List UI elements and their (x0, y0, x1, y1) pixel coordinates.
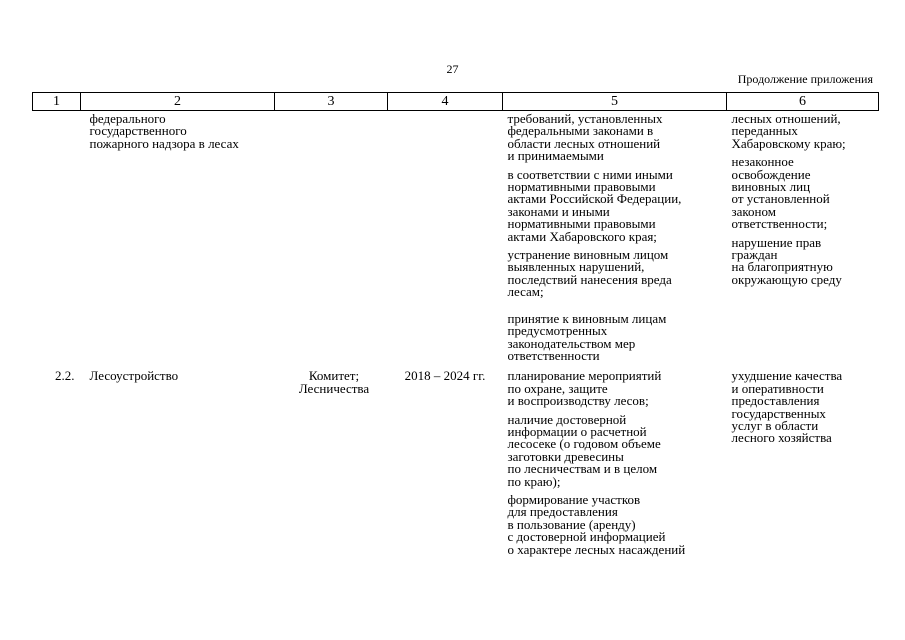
consequence-paragraph (732, 113, 879, 150)
text-line: незаконное (731, 154, 794, 170)
text-line: и принимаемыми (507, 148, 604, 164)
event-name (81, 111, 275, 363)
text-line: наличие достоверной (507, 411, 627, 427)
text-line: виновных лиц (731, 179, 811, 195)
row-number (33, 111, 81, 363)
consequence-paragraph (732, 156, 879, 230)
term (388, 111, 503, 363)
text-line: освобождение (731, 166, 811, 182)
text-line: выявленных нарушений, (507, 259, 645, 275)
result-paragraph (507, 166, 727, 244)
result-paragraph (508, 249, 727, 299)
expected-results (503, 362, 727, 556)
responsible (275, 111, 388, 363)
text-line: нормативными правовыми (507, 179, 656, 195)
consequences (727, 111, 879, 363)
text-line: с достоверной информацией (507, 529, 666, 545)
continuation-label: Продолжение приложения (737, 72, 873, 86)
text-line: заготовки древесины (507, 448, 624, 464)
text-line: актами Хабаровского края; (507, 228, 657, 244)
text-line: принятие к виновным лицам (507, 310, 667, 326)
text-line: по лесничествам и в целом (507, 461, 658, 477)
text-line: в пользование (аренду) (507, 516, 636, 532)
event-name (81, 362, 275, 556)
text-line: лесосеке (о годовом объеме (507, 436, 661, 452)
text-line: законодательством мер (507, 335, 636, 351)
text-line: по краю); (507, 473, 561, 489)
text-line: лесных отношений, (731, 111, 841, 126)
text-line: Лесоустройство (89, 368, 179, 384)
consequence-paragraph (731, 234, 879, 287)
text-line: Хабаровскому краю; (731, 135, 846, 151)
text-line: на благоприятную (731, 259, 833, 275)
column-header-4: 4 (388, 93, 503, 111)
text-line: Комитет; (308, 368, 360, 384)
consequences (727, 362, 879, 556)
text-line: планирование мероприятий (507, 368, 662, 384)
text-line: требований, установленных (507, 111, 663, 126)
table-row (33, 362, 879, 556)
row-number: 2.2. (55, 368, 75, 384)
text-line: в соответствии с ними иными (507, 166, 673, 182)
text-line: от установленной (731, 191, 830, 207)
text-line: предусмотренных (507, 323, 608, 339)
column-header-3: 3 (275, 93, 388, 111)
text-line: окружающую среду (731, 271, 842, 287)
column-header-6: 6 (727, 93, 879, 111)
column-header-5: 5 (503, 93, 727, 111)
text-line: ответственности; (731, 216, 828, 232)
text-line: федеральными законами в (507, 123, 654, 139)
text-line: государственного (89, 123, 187, 139)
result-paragraph (508, 370, 727, 407)
text-line: пожарного надзора в лесах (89, 135, 239, 151)
result-paragraph (508, 113, 727, 163)
text-line: государственных (731, 405, 826, 421)
text-line: предоставления (731, 393, 820, 409)
text-line: актами Российской Федерации, (507, 191, 682, 207)
table-row (33, 111, 879, 363)
text-line: и воспроизводству лесов; (507, 393, 649, 409)
text-line: последствий нанесения вреда (507, 271, 672, 287)
text-line: области лесных отношений (507, 135, 661, 151)
text-line: по охране, защите (507, 380, 608, 396)
text-line: переданных (731, 123, 798, 139)
result-paragraph (507, 310, 727, 363)
text-line: законами и иными (507, 203, 610, 219)
text-line: граждан (731, 247, 778, 263)
text-line: формирование участков (507, 491, 641, 507)
text-line: федерального (89, 111, 166, 126)
text-line: нарушение прав (731, 234, 822, 250)
text-line: для предоставления (507, 504, 618, 520)
result-paragraph (507, 411, 727, 489)
text-line: и оперативности (731, 380, 824, 396)
consequence-paragraph (732, 370, 879, 444)
page-number: 27 (446, 62, 459, 76)
text-line: нормативными правовыми (507, 216, 656, 232)
text-line: Лесничества (298, 380, 370, 396)
column-header-1: 1 (33, 93, 81, 111)
text-line: о характере лесных насаждений (507, 541, 686, 557)
text-line: ухудшение качества (731, 368, 843, 384)
text-line: устранение виновным лицом (507, 247, 669, 263)
expected-results (503, 111, 727, 363)
term: 2018 – 2024 гг. (404, 368, 486, 384)
column-number-row (33, 93, 879, 111)
text-line: услуг в области (731, 417, 819, 433)
text-line: законом (731, 203, 776, 219)
text-line: информации о расчетной (507, 423, 647, 439)
result-paragraph (507, 491, 727, 557)
appendix-table (32, 92, 879, 556)
text-line: ответственности (507, 347, 600, 363)
responsible (275, 362, 388, 556)
text-line: лесам; (507, 284, 544, 300)
text-line: лесного хозяйства (731, 430, 832, 446)
column-header-2: 2 (81, 93, 275, 111)
